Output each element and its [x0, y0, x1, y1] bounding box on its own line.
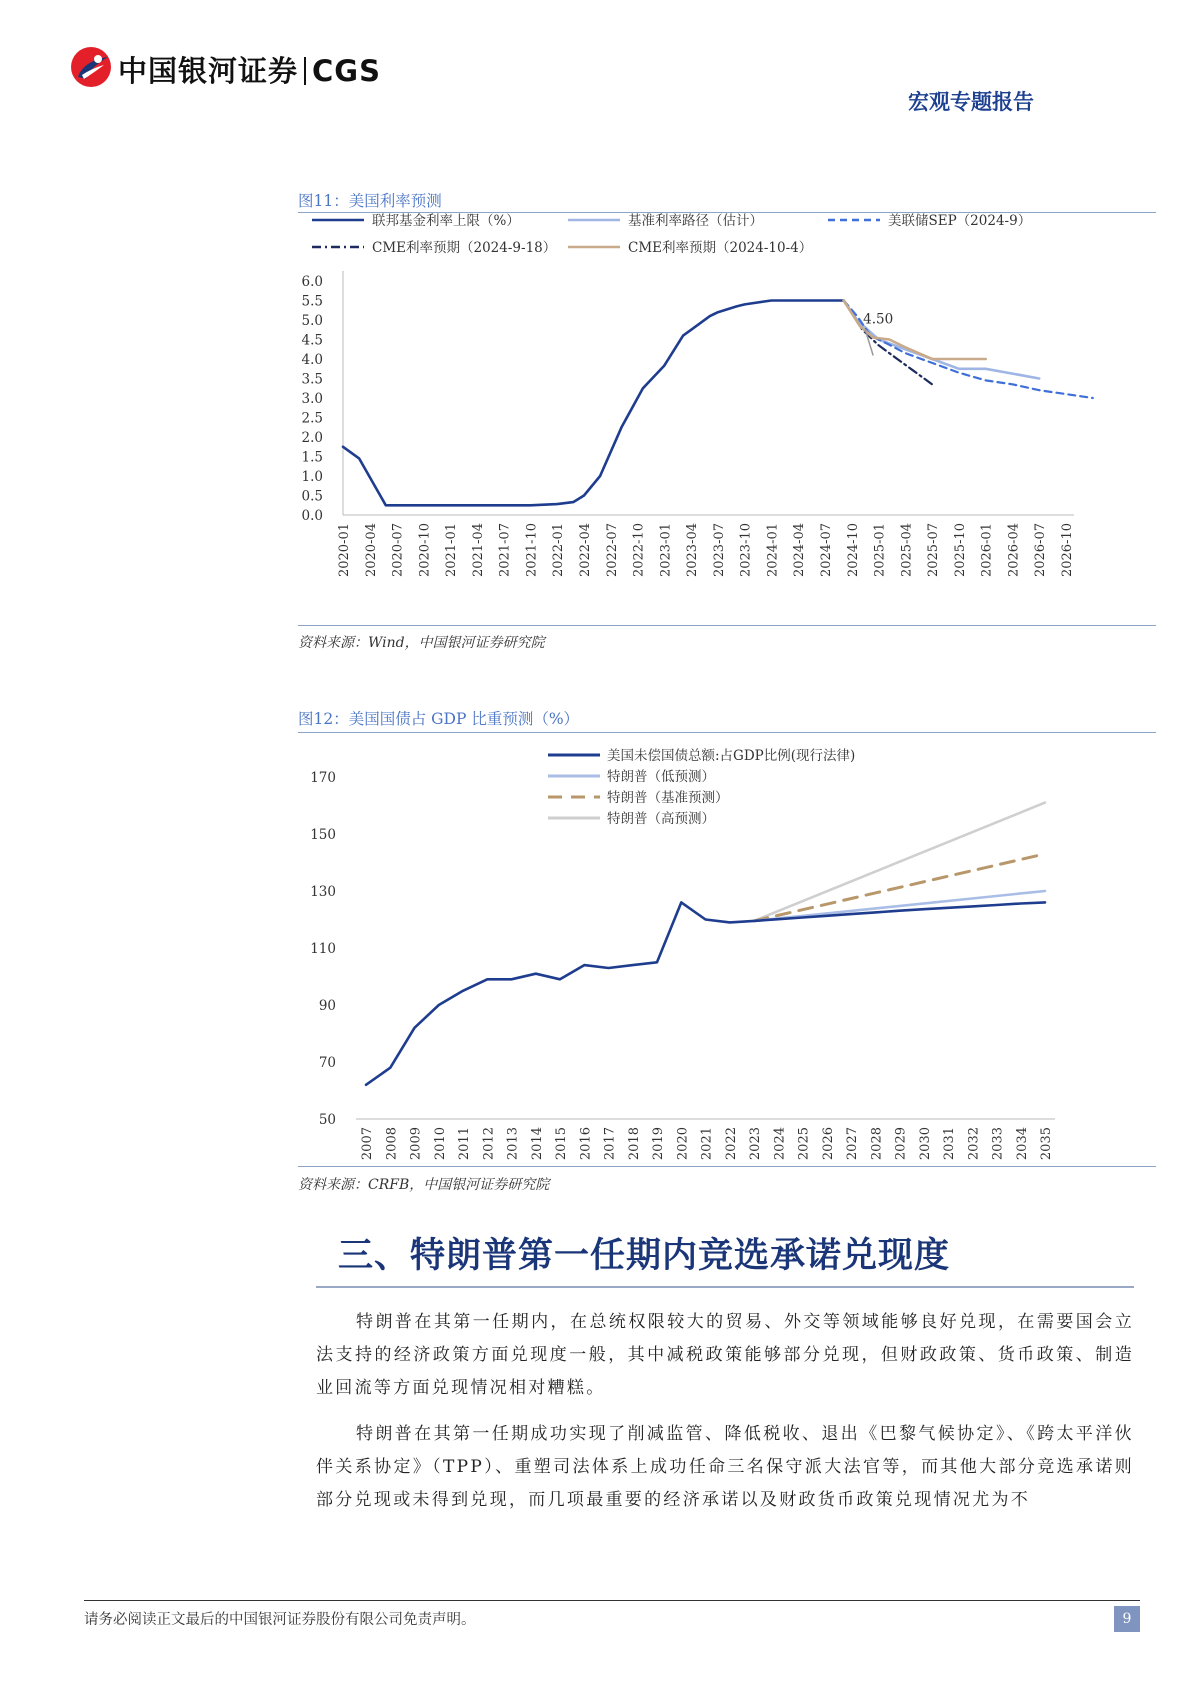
y-tick-label: 110: [310, 941, 336, 957]
figure11-bottom-rule: [298, 625, 1156, 626]
x-tick-label: 2018: [626, 1127, 642, 1161]
y-tick-label: 1.0: [301, 469, 323, 485]
figure12-bottom-rule: [298, 1166, 1156, 1167]
y-tick-label: 0.0: [301, 508, 323, 524]
series-line: [366, 902, 1045, 1084]
figure11-title: 图11：美国利率预测: [298, 192, 442, 210]
legend-label: 特朗普（低预测）: [607, 769, 715, 785]
x-tick-label: 2019: [651, 1127, 666, 1161]
y-tick-label: 2.0: [301, 430, 323, 446]
y-tick-label: 90: [318, 998, 336, 1014]
x-tick-label: 2013: [505, 1127, 521, 1161]
legend-item: [548, 747, 855, 764]
brand-name-cn: 中国银河证券: [118, 54, 299, 88]
legend-label: 基准利率路径（估计）: [628, 213, 763, 229]
paragraph-1: 特朗普在其第一任期内，在总统权限较大的贸易、外交等领域能够良好兑现，在需要国会立法支持的经济政策方面兑现度一般，其中减税政策能够部分兑现，但财政政策、货币政策、制造业回流等方面兑现情况相对糟糕。: [316, 1312, 1134, 1398]
x-tick-label: 2025-07: [926, 523, 942, 578]
annotation-label: 4.50: [863, 311, 894, 328]
x-tick-label: 2023-10: [738, 523, 754, 578]
x-tick-label: 2014: [529, 1127, 545, 1161]
figure11-source: 资料来源：Wind，中国银河证券研究院: [298, 635, 545, 651]
x-tick-label: 2015: [554, 1127, 569, 1161]
x-tick-label: 2023: [748, 1127, 763, 1161]
y-tick-label: 0.5: [301, 488, 323, 505]
legend-label: 特朗普（高预测）: [607, 811, 715, 827]
brand-name-en: CGS: [312, 54, 381, 88]
y-tick-label: 3.5: [301, 371, 323, 388]
x-tick-label: 2026: [820, 1127, 836, 1161]
x-tick-label: 2008: [384, 1127, 400, 1161]
figure11-chart: [298, 213, 1156, 625]
x-tick-label: 2011: [457, 1127, 472, 1161]
y-tick-label: 50: [318, 1112, 336, 1128]
x-tick-label: 2020-10: [417, 523, 433, 578]
x-tick-label: 2024-01: [765, 523, 781, 578]
brand-separator: [304, 57, 306, 85]
x-tick-label: 2016: [578, 1127, 594, 1161]
figure12-title: 图12：美国国债占 GDP 比重预测（%）: [298, 710, 580, 728]
x-tick-label: 2024-10: [845, 523, 861, 578]
y-tick-label: 170: [310, 770, 336, 786]
x-tick-label: 2023-04: [685, 523, 701, 578]
x-tick-label: 2010: [432, 1127, 448, 1161]
x-tick-label: 2023-01: [658, 523, 674, 578]
legend-label: CME利率预期（2024-9-18）: [372, 240, 557, 256]
y-tick-label: 70: [318, 1055, 336, 1071]
y-tick-label: 5.0: [301, 313, 323, 329]
x-tick-label: 2022-07: [604, 523, 620, 578]
x-tick-label: 2021-04: [470, 523, 486, 578]
x-tick-label: 2032: [966, 1127, 982, 1161]
x-tick-label: 2028: [869, 1127, 885, 1161]
series-line: [754, 803, 1045, 921]
legend-label: 特朗普（基准预测）: [607, 790, 729, 806]
footer-disclaimer: 请务必阅读正文最后的中国银河证券股份有限公司免责声明。: [84, 1612, 476, 1628]
figure12-source: 资料来源：CRFB，中国银河证券研究院: [298, 1177, 550, 1193]
section-rule: [316, 1286, 1134, 1288]
x-tick-label: 2024: [772, 1127, 788, 1161]
x-tick-label: 2026-10: [1060, 523, 1075, 578]
cgs-logo-icon: [68, 45, 114, 89]
x-tick-label: 2031: [942, 1127, 957, 1161]
x-tick-label: 2026-01: [979, 523, 995, 578]
x-tick-label: 2025: [796, 1127, 812, 1161]
legend-item: [568, 213, 763, 229]
y-tick-label: 3.0: [301, 391, 323, 407]
legend-item: [312, 239, 556, 256]
page-number: 9: [1114, 1606, 1140, 1632]
y-tick-label: 5.5: [301, 293, 323, 310]
section-title: 三、特朗普第一任期内竞选承诺兑现度: [338, 1235, 951, 1276]
y-tick-label: 4.5: [301, 332, 323, 349]
x-tick-label: 2025-01: [872, 523, 888, 578]
x-tick-label: 2012: [481, 1127, 497, 1161]
legend-item: [548, 768, 715, 785]
legend-item: [548, 789, 729, 806]
x-tick-label: 2023-07: [711, 523, 727, 578]
legend-item: [828, 213, 1031, 229]
x-tick-label: 2007: [360, 1127, 375, 1161]
x-tick-label: 2025-04: [899, 523, 915, 578]
x-tick-label: 2022-01: [551, 523, 567, 578]
y-tick-label: 130: [310, 884, 336, 900]
paragraph-2: 特朗普在其第一任期成功实现了削减监管、降低税收、退出《巴黎气候协定》、《跨太平洋伙伴关系协定》（TPP）、重塑司法体系上成功任命三名保守派大法官等，而其他大部分竞选承诺则部分兑现或未得到兑现，而几项最重要的经济承诺以及财政货币政策兑现情况尤为不: [316, 1424, 1134, 1510]
legend-label: CME利率预期（2024-10-4）: [628, 240, 813, 256]
x-tick-label: 2033: [990, 1127, 1006, 1161]
y-tick-label: 4.0: [301, 352, 323, 368]
x-tick-label: 2034: [1014, 1127, 1030, 1161]
x-tick-label: 2009: [408, 1127, 424, 1161]
x-tick-label: 2020-04: [363, 523, 379, 578]
x-tick-label: 2026-04: [1006, 523, 1022, 578]
x-tick-label: 2027: [845, 1127, 860, 1161]
legend-item: [568, 239, 812, 256]
x-tick-label: 2026-07: [1033, 523, 1049, 578]
legend-label: 美国未偿国债总额:占GDP比例(现行法律): [607, 748, 856, 764]
x-tick-label: 2030: [917, 1127, 933, 1161]
y-tick-label: 1.5: [301, 449, 323, 466]
x-tick-label: 2021-01: [444, 523, 460, 578]
y-tick-label: 150: [310, 827, 336, 843]
report-type: 宏观专题报告: [908, 89, 1034, 114]
x-tick-label: 2020: [675, 1127, 691, 1161]
x-tick-label: 2021-07: [497, 523, 513, 578]
legend-item: [548, 810, 715, 827]
figure12-chart: [298, 733, 1156, 1165]
x-tick-label: 2022-10: [631, 523, 647, 578]
x-tick-label: 2020-01: [337, 523, 352, 578]
x-tick-label: 2035: [1039, 1127, 1054, 1161]
x-tick-label: 2021: [699, 1127, 715, 1161]
x-tick-label: 2017: [602, 1127, 618, 1161]
x-tick-label: 2025-10: [952, 523, 968, 578]
x-tick-label: 2024-07: [819, 523, 834, 578]
y-tick-label: 6.0: [301, 274, 323, 290]
x-tick-label: 2029: [893, 1127, 909, 1161]
x-tick-label: 2024-04: [792, 523, 808, 578]
legend-label: 美联储SEP（2024-9）: [888, 213, 1032, 229]
footer-rule: [84, 1600, 1140, 1601]
x-tick-label: 2022-04: [578, 523, 593, 578]
x-tick-label: 2020-07: [390, 523, 406, 578]
legend-item: [312, 213, 520, 229]
y-tick-label: 2.5: [301, 410, 323, 427]
legend-label: 联邦基金利率上限（%）: [372, 213, 520, 229]
series-line: [343, 301, 844, 506]
x-tick-label: 2021-10: [524, 523, 540, 578]
x-tick-label: 2022: [723, 1127, 739, 1161]
